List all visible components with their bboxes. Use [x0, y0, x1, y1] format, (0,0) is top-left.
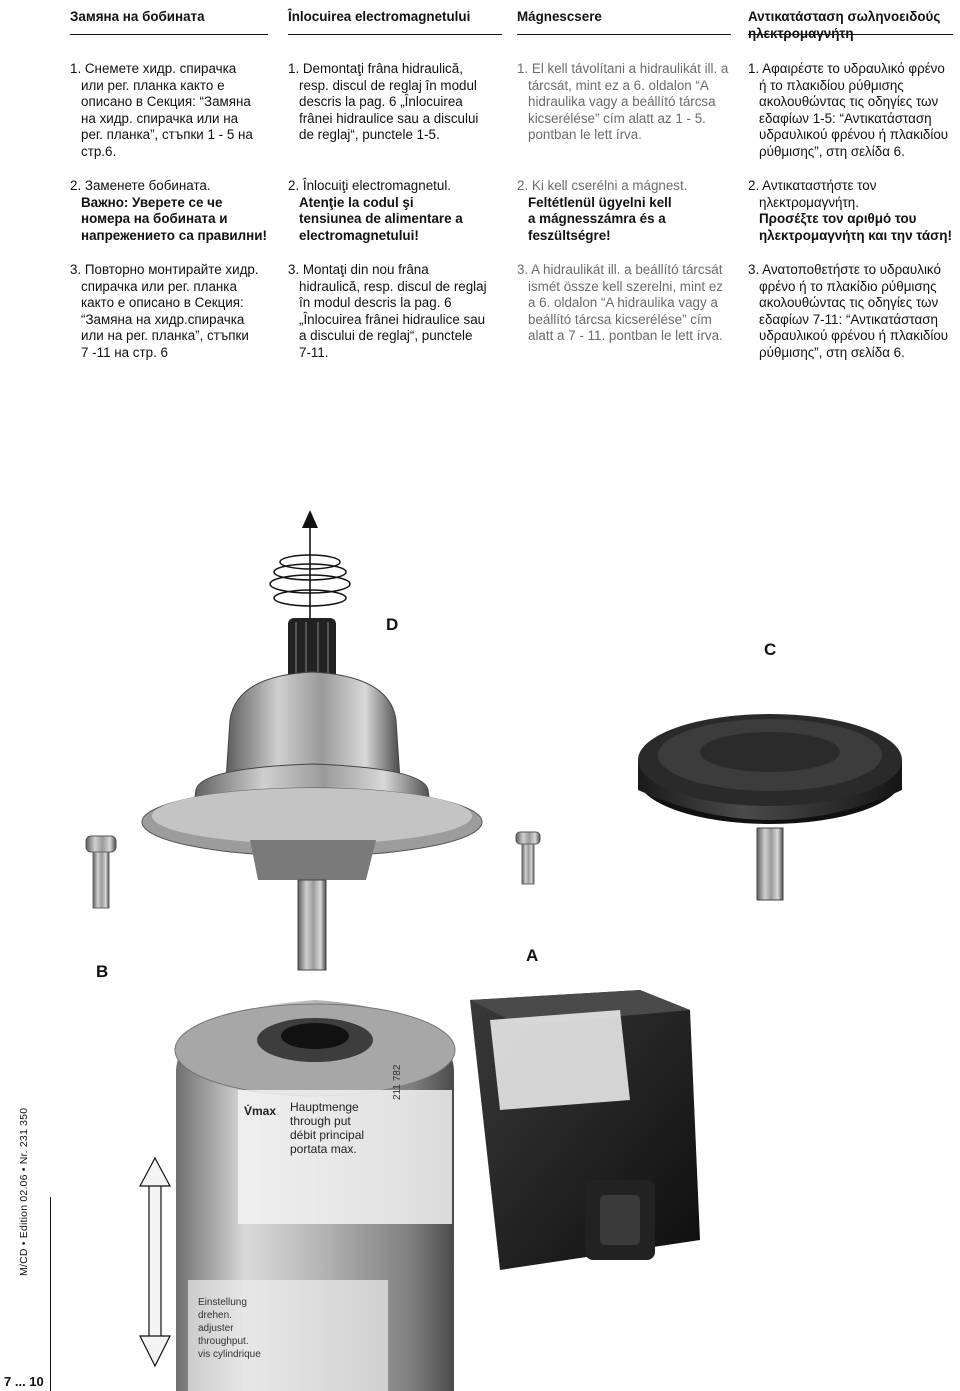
label-a: A	[526, 946, 539, 965]
double-arrow-icon	[140, 1158, 170, 1366]
edition-note: M/CD • Edition 02.06 • Nr. 231 350	[18, 1107, 30, 1276]
screw-b	[86, 836, 116, 908]
page-number: 7 ... 10	[4, 1374, 44, 1389]
bg-step-3: 3. Повторно монтирайте хидр. спирачка или рег. планка както е описано в Секция: “Замяна на хидр.спирачка или на рег. планка”, стъпки 7 -11 на стр. 6	[70, 262, 259, 360]
heading-greek: Αντικατάσταση σωληνοειδούς	[748, 9, 941, 24]
screw-a	[516, 832, 540, 884]
el-step-3: 3. Ανατοποθετήστε το υδραυλικό φρένο ή το πλακίδιο ρύθμισης ακολουθώντας τις οδηγίες των εδαφίων 7-11: “Αντικατάσταση υδραυλικού φρένου ή πλακιδίου ρύθμισης”, στη σελίδα 6.	[748, 262, 949, 360]
label-c: C	[764, 640, 777, 659]
hu-step-1: 1. El kell távolítani a hidraulikát ill. a tárcsát, mint ez a 6. oldalon “A hidraulika vagy a beállító tárcsa kicserélése” cím alatt az 1 - 5. pontban le lett írva.	[517, 61, 729, 143]
label-b: B	[96, 962, 109, 981]
heading-bulgarian: Замяна на бобината	[70, 9, 205, 24]
ro-step-3: 3. Montaţi din nou frâna hidraulică, resp. discul de reglaj în modul descris la pag. 6 „Înlocuirea frânei hidraulice sau a discului de reglaj“, punctele 7-11.	[288, 262, 487, 360]
magnet-label-text: Hauptmenge through put débit principal portata max.	[290, 1100, 365, 1156]
heading-romanian: Înlocuirea electromagnetului	[288, 9, 471, 24]
label-d: D	[386, 615, 399, 634]
hu-step-3: 3. A hidraulikát ill. a beállító tárcsát ismét össze kell szerelni, mint ez a 6. oldalon “A hidraulika vagy a beállító tárcsa kicserélése” cím alatt a 7 - 11. pontban le lett írva.	[517, 262, 723, 344]
magnet-code: 211 782	[392, 1064, 403, 1100]
ro-step-1: 1. Demontaţi frâna hidraulică, resp. discul de reglaj în modul descris la pag. 6 „Înlocuirea frânei hidraulice sau a discului de reglaj“, punctele 1-5.	[288, 61, 479, 143]
el-step-2: 2. Αντικαταστήστε τον ηλεκτρομαγνήτη. Προσέξτε τον αριθμό του ηλεκτρομαγνήτη και την τάση!	[748, 178, 952, 243]
magnet-instructions: Einstellung drehen. adjuster throughput. vis cylindrique	[198, 1297, 261, 1360]
ro-step-2: 2. Înlocuiţi electromagnetul. Atenţie la codul şi tensiunea de alimentare a electromagnetului!	[288, 178, 463, 243]
hu-step-2: 2. Ki kell cserélni a mágnest. Feltétlenül ügyelni kell a mágnesszámra és a feszültségre!	[517, 178, 688, 243]
bg-step-2: 2. Заменете бобината. Важно: Уверете се че номера на бобината и напрежението са правилни!	[70, 178, 267, 243]
el-step-1: 1. Αφαιρέστε το υδραυλικό φρένο ή το πλακιδίου ρύθμισης ακολουθώντας τις οδηγίες των εδαφίων 1-5: “Αντικατάσταση υδραυλικού φρένου ή πλακιδίου ρύθμισης”, στη σελίδα 6.	[748, 61, 949, 159]
heading-hungarian: Mágnescsere	[517, 9, 602, 24]
footer-divider	[50, 1197, 51, 1391]
adjusting-disc	[638, 714, 902, 900]
bg-step-1: 1. Снемете хидр. спирачка или рег. планка както е описано в Секция: “Замяна на хидр. спирачка или на рег. планка”, стъпки 1 - 5 на стр.6.	[70, 61, 253, 159]
hydraulic-brake	[142, 618, 482, 970]
magnet-label: V̇max	[244, 1104, 277, 1118]
